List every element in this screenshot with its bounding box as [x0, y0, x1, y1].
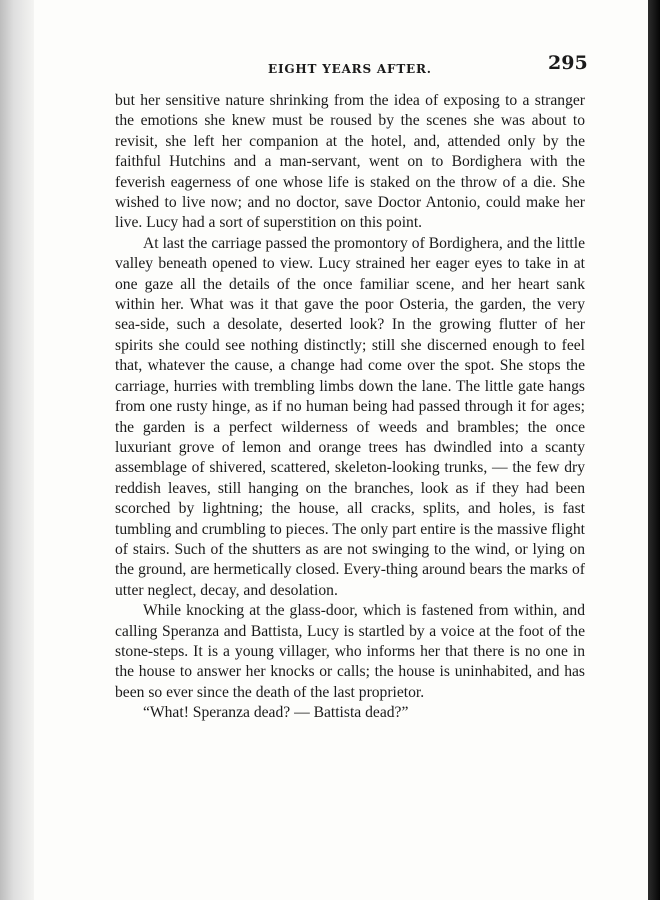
running-header-title: EIGHT YEARS AFTER.	[268, 62, 432, 76]
scan-edge	[648, 0, 660, 900]
page-number: 295	[548, 52, 588, 74]
body-text	[115, 91, 585, 724]
paragraph: At last the carriage passed the promontory of Bordighera, and the little valley beneath opened to view. Lucy strained her eager eyes to take in at one gaze all the details of the once familiar scene, and her heart sank within her. What was it that gave the poor Osteria, the garden, the very sea-side, such a desolate, deserted look? In the growing flutter of her spirits she could see nothing distinctly; still she discerned enough to feel that, whatever the cause, a change had come over the spot. She stops the carriage, hurries with trembling limbs down the lane. The little gate hangs from one rusty hinge, as if no human being had passed through it for ages; the garden is a perfect wilderness of weeds and brambles; the once luxuriant grove of lemon and orange trees has dwindled into a scanty assemblage of shivered, scattered, skeleton-looking trunks, — the few dry reddish leaves, still hanging on the branches, look as if they had been scorched by lightning; the house, all cracks, splits, and holes, is fast tumbling and crumbling to pieces. The only part entire is the massive flight of stairs. Such of the shutters as are not swinging to the wind, or lying on the ground, are hermetically closed. Every-thing around bears the marks of utter neglect, decay, and desolation.	[115, 234, 585, 599]
paragraph-dialogue: “What! Speranza dead? — Battista dead?”	[143, 704, 409, 722]
binding-gutter-shadow	[0, 0, 34, 900]
paragraph-continued: but her sensitive nature shrinking from the idea of exposing to a stranger the emotions she knew must be roused by the scenes she was about to revisit, she left her companion at the hotel, and, attended only by the faithful Hutchins and a man-servant, went on to Bordighera with the feverish eagerness of one whose life is staked on the throw of a die. She wished to live now; and no doctor, save Doctor Antonio, could make her live. Lucy had a sort of superstition on this point.	[115, 92, 585, 232]
paragraph: While knocking at the glass-door, which is fastened from within, and calling Speranza and Battista, Lucy is startled by a voice at the foot of the stone-steps. It is a young villager, who informs her that there is no one in the house to answer her knocks or calls; the house is uninhabited, and has been so ever since the death of the last proprietor.	[115, 602, 585, 701]
